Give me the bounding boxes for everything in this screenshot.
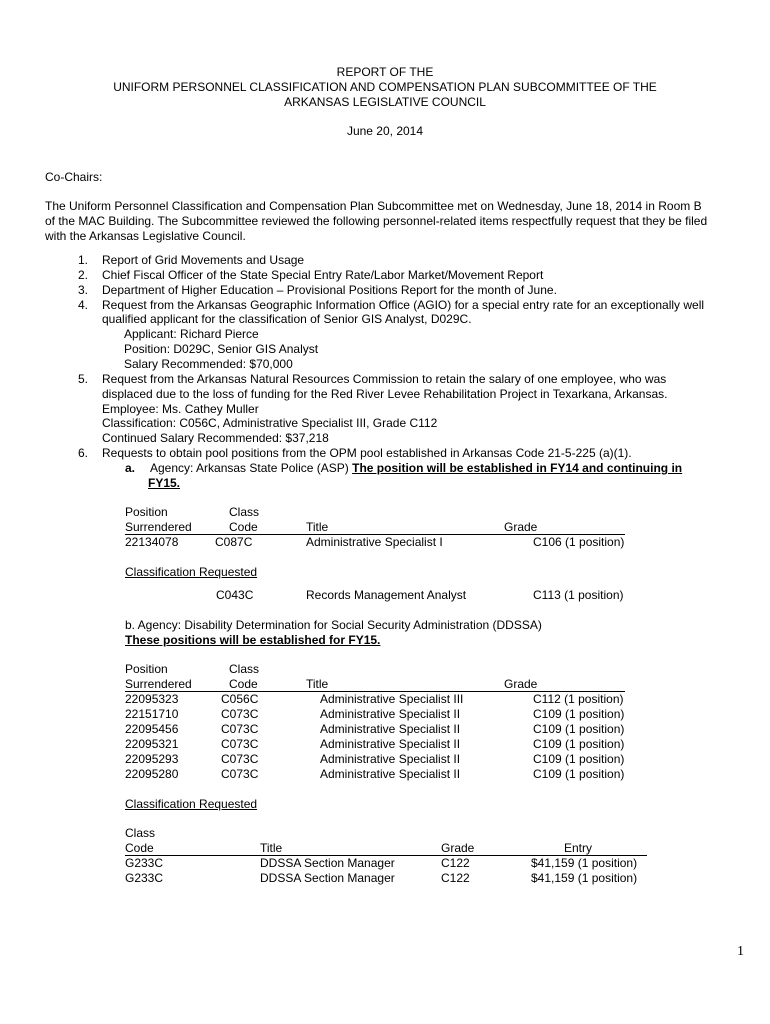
- report-title-line3: ARKANSAS LEGISLATIVE COUNCIL: [284, 95, 486, 109]
- a-header-title: Title: [306, 520, 329, 534]
- a-header-class1: Class: [229, 505, 260, 519]
- a-row-title: Administrative Specialist I: [306, 535, 443, 549]
- section-a-agency-line: [150, 461, 682, 475]
- table-row-code: G233C: [125, 856, 164, 870]
- table-row-code: C073C: [221, 767, 259, 781]
- table-row-title: Administrative Specialist II: [320, 707, 461, 721]
- item-5-classification: Classification: C056C, Administrative Specialist III, Grade C112: [102, 416, 438, 430]
- table-row-grade: C122: [441, 856, 470, 870]
- table-row-code: C073C: [221, 707, 259, 721]
- item-5-line1: Request from the Arkansas Natural Resources Commission to retain the salary of one employee, who was: [102, 372, 667, 386]
- section-a-label: a.: [125, 461, 136, 475]
- a-header-position1: Position: [125, 505, 168, 519]
- section-a-agency: Agency: Arkansas State Police (ASP): [150, 461, 353, 475]
- table-row-title: DDSSA Section Manager: [260, 871, 395, 885]
- a-header-class2: Code: [229, 520, 258, 534]
- table-row-position: 22095456: [125, 722, 179, 736]
- a-header-grade: Grade: [504, 520, 538, 534]
- b-req-header-class2: Code: [125, 841, 154, 855]
- a-row-grade: C106 (1 position): [533, 535, 625, 549]
- table-row-position: 22095280: [125, 767, 179, 781]
- intro-line1: The Uniform Personnel Classification and Compensation Plan Subcommittee met on Wednesday, June 18, 2014 in Room B: [45, 199, 702, 213]
- table-row-title: Administrative Specialist III: [320, 692, 464, 706]
- table-row-code: C073C: [221, 737, 259, 751]
- table-row-position: 22095293: [125, 752, 179, 766]
- table-row-grade: C122: [441, 871, 470, 885]
- table-row-code: C073C: [221, 722, 259, 736]
- section-a-note2: FY15.: [148, 476, 181, 490]
- item-4-number: 4.: [78, 298, 89, 312]
- table-row-position: 22095321: [125, 737, 179, 751]
- item-4-line1: Request from the Arkansas Geographic Information Office (AGIO) for a special entry rate for an exceptionally well: [102, 298, 705, 312]
- table-row-title: Administrative Specialist II: [320, 737, 461, 751]
- table-row-entry: $41,159 (1 position): [531, 871, 638, 885]
- b-header-class1: Class: [229, 662, 260, 676]
- intro-line3: with the Arkansas Legislative Council.: [45, 229, 246, 243]
- table-row-entry: $41,159 (1 position): [531, 856, 638, 870]
- b-req-header-title: Title: [260, 841, 283, 855]
- a-classification-requested: Classification Requested: [125, 565, 258, 579]
- table-row-position: 22095323: [125, 692, 179, 706]
- a-header-position2: Surrendered: [125, 520, 192, 534]
- table-row-grade: C109 (1 position): [533, 737, 625, 751]
- a-row-position: 22134078: [125, 535, 179, 549]
- report-date: June 20, 2014: [346, 124, 424, 138]
- item-4-applicant: Applicant: Richard Pierce: [124, 327, 259, 341]
- section-a-note1: The position will be established in FY14 and continuing in: [352, 461, 683, 475]
- table-row-grade: C109 (1 position): [533, 767, 625, 781]
- item-5-salary: Continued Salary Recommended: $37,218: [102, 431, 329, 445]
- table-row-title: Administrative Specialist II: [320, 722, 461, 736]
- report-title-line1: REPORT OF THE: [336, 65, 434, 79]
- b-header-grade: Grade: [504, 677, 538, 691]
- b-header-class2: Code: [229, 677, 258, 691]
- page-number: 1: [737, 944, 744, 959]
- item-5-line2: displaced due to the loss of funding for the Red River Levee Rehabilitation Project in Texarkana, Arkansas.: [102, 387, 668, 401]
- table-row-grade: C109 (1 position): [533, 707, 625, 721]
- b-header-position2: Surrendered: [125, 677, 192, 691]
- b-req-header-entry: Entry: [564, 841, 593, 855]
- item-5-employee: Employee: Ms. Cathey Muller: [102, 402, 259, 416]
- table-row-code: C073C: [221, 752, 259, 766]
- item-4-position: Position: D029C, Senior GIS Analyst: [124, 342, 319, 356]
- item-4-salary: Salary Recommended: $70,000: [124, 357, 293, 371]
- table-row-position: 22151710: [125, 707, 179, 721]
- table-row-title: DDSSA Section Manager: [260, 856, 395, 870]
- a-req-grade: C113 (1 position): [533, 588, 624, 602]
- b-req-header-class1: Class: [125, 826, 156, 840]
- item-5-number: 5.: [78, 372, 89, 386]
- table-row-title: Administrative Specialist II: [320, 767, 461, 781]
- a-req-code: C043C: [216, 588, 254, 602]
- b-req-header-grade: Grade: [441, 841, 475, 855]
- table-row-grade: C109 (1 position): [533, 752, 625, 766]
- a-row-code: C087C: [215, 535, 253, 549]
- item-6-text: Requests to obtain pool positions from the OPM pool established in Arkansas Code 21-5-225 (a)(1).: [102, 446, 632, 460]
- section-b-note: These positions will be established for FY15.: [125, 633, 381, 647]
- item-3-number: 3.: [78, 283, 89, 297]
- item-1-text: Report of Grid Movements and Usage: [102, 253, 305, 267]
- table-row-code: C056C: [221, 692, 259, 706]
- item-4-line2: qualified applicant for the classification of Senior GIS Analyst, D029C.: [102, 312, 472, 326]
- table-row-title: Administrative Specialist II: [320, 752, 461, 766]
- item-6-number: 6.: [78, 446, 89, 460]
- item-1-number: 1.: [78, 253, 89, 267]
- b-header-position1: Position: [125, 662, 168, 676]
- table-row-grade: C112 (1 position): [533, 692, 624, 706]
- a-req-title: Records Management Analyst: [306, 588, 467, 602]
- item-2-text: Chief Fiscal Officer of the State Special Entry Rate/Labor Market/Movement Report: [102, 268, 544, 282]
- salutation: Co-Chairs:: [45, 170, 103, 184]
- table-row-code: G233C: [125, 871, 164, 885]
- report-title-line2: UNIFORM PERSONNEL CLASSIFICATION AND COMPENSATION PLAN SUBCOMMITTEE OF THE: [113, 80, 657, 94]
- item-3-text: Department of Higher Education – Provisional Positions Report for the month of June.: [102, 283, 557, 297]
- b-classification-requested: Classification Requested: [125, 797, 258, 811]
- intro-line2: of the MAC Building. The Subcommittee reviewed the following personnel-related items respectfully request that they be filed: [45, 214, 708, 228]
- item-2-number: 2.: [78, 268, 89, 282]
- b-header-title: Title: [306, 677, 329, 691]
- section-b-agency: b. Agency: Disability Determination for Social Security Administration (DDSSA): [125, 618, 542, 632]
- table-row-grade: C109 (1 position): [533, 722, 625, 736]
